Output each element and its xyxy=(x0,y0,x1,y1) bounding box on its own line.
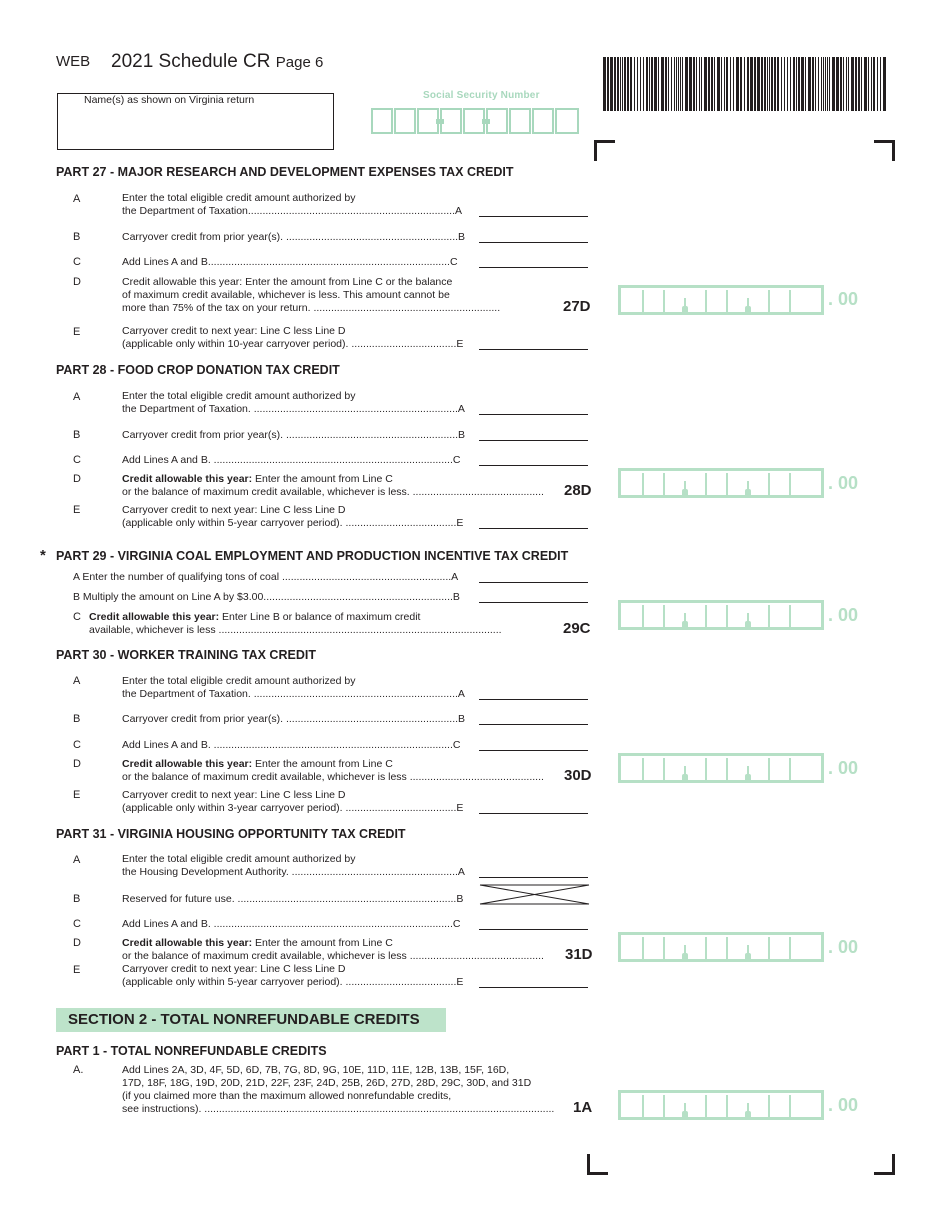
line-30d-label: 30D xyxy=(564,767,592,784)
part30-c-field[interactable] xyxy=(479,750,588,751)
line-28d-label: 28D xyxy=(564,482,592,499)
part31-d-letter: D xyxy=(73,937,81,949)
part27-c-text: Add Lines A and B...................................................................................C xyxy=(122,256,458,268)
line-31d-label: 31D xyxy=(565,946,593,963)
part30-d-text: Credit allowable this year: Enter the amount from Line C or the balance of maximum credit available, whichever is less .............................................. xyxy=(122,758,544,783)
part29-b-text: B Multiply the amount on Line A by $3.00.................................................................B xyxy=(73,591,460,603)
line-28d-cents: . 00 xyxy=(828,473,859,493)
part30-a-field[interactable] xyxy=(479,699,588,700)
corner-mark-top-left xyxy=(594,140,615,161)
part31-b-text: Reserved for future use. ...........................................................................B xyxy=(122,893,464,905)
part27-d-letter: D xyxy=(73,276,81,288)
name-label: Name(s) as shown on Virginia return xyxy=(84,94,255,106)
part30-e-field[interactable] xyxy=(479,813,588,814)
part28-d-letter: D xyxy=(73,473,81,485)
part30-e-letter: E xyxy=(73,789,81,801)
part28-b-field[interactable] xyxy=(479,440,588,441)
part30-b-field[interactable] xyxy=(479,724,588,725)
part31-e-field[interactable] xyxy=(479,987,588,988)
part29-title: PART 29 - VIRGINIA COAL EMPLOYMENT AND PRODUCTION INCENTIVE TAX CREDIT xyxy=(56,549,569,563)
part31-a-field[interactable] xyxy=(479,877,588,878)
part28-e-text: Carryover credit to next year: Line C less Line D (applicable only within 5-year carryover period). ......................................E xyxy=(122,504,464,529)
part30-a-text: Enter the total eligible credit amount authorized by the Department of Taxation. ......................................................................A xyxy=(122,675,465,700)
corner-mark-bottom-right xyxy=(874,1154,895,1175)
part30-c-letter: C xyxy=(73,739,81,751)
part27-e-letter: E xyxy=(73,326,81,338)
part29-c-letter: C xyxy=(73,611,81,623)
corner-mark-top-right xyxy=(874,140,895,161)
line-29c-cents: . 00 xyxy=(828,605,859,625)
part30-b-text: Carryover credit from prior year(s). ...........................................................B xyxy=(122,713,466,725)
part31-c-letter: C xyxy=(73,918,81,930)
part30-title: PART 30 - WORKER TRAINING TAX CREDIT xyxy=(56,648,316,662)
part31-b-letter: B xyxy=(73,893,81,905)
part28-e-field[interactable] xyxy=(479,528,588,529)
part30-c-text: Add Lines A and B. ..................................................................................C xyxy=(122,739,461,751)
part27-d-text: Credit allowable this year: Enter the amount from Line C or the balance of maximum credit available, whichever is less. This amount cannot be more than 75% of the tax on your return. ................................................................ xyxy=(122,276,501,314)
part28-a-letter: A xyxy=(73,391,81,403)
section2-a-text: Add Lines 2A, 3D, 4F, 5D, 6D, 7B, 7G, 8D, 9G, 10E, 11D, 11E, 12B, 13B, 15F, 16D, 17D, 18F, 18G, 19D, 20D, 21D, 22F, 23F, 24D, 25B, 26D, 27D, 28D, 29C, 30D, and 31D (if you claimed more than the maximum allowed nonrefundable credits, see instructions). ........................................................................................................................ xyxy=(122,1064,555,1115)
part27-c-field[interactable] xyxy=(479,267,588,268)
part28-title: PART 28 - FOOD CROP DONATION TAX CREDIT xyxy=(56,363,340,377)
line-1a-entry[interactable] xyxy=(618,1090,824,1120)
part31-e-letter: E xyxy=(73,964,81,976)
part31-c-field[interactable] xyxy=(479,929,588,930)
part31-c-text: Add Lines A and B. ..................................................................................C xyxy=(122,918,461,930)
line-27d-cents: . 00 xyxy=(828,289,859,309)
part27-e-text: Carryover credit to next year: Line C less Line D (applicable only within 10-year carryover period). ....................................E xyxy=(122,325,464,350)
part29-a-text: A Enter the number of qualifying tons of coal ..........................................................A xyxy=(73,571,459,583)
part31-title: PART 31 - VIRGINIA HOUSING OPPORTUNITY TAX CREDIT xyxy=(56,827,406,841)
part30-a-letter: A xyxy=(73,675,81,687)
part27-e-field[interactable] xyxy=(479,349,588,350)
part30-e-text: Carryover credit to next year: Line C less Line D (applicable only within 3-year carryover period). ......................................E xyxy=(122,789,464,814)
part29-star: * xyxy=(40,547,46,564)
part28-c-letter: C xyxy=(73,454,81,466)
part27-b-field[interactable] xyxy=(479,242,588,243)
part27-title: PART 27 - MAJOR RESEARCH AND DEVELOPMENT EXPENSES TAX CREDIT xyxy=(56,165,514,179)
part28-c-text: Add Lines A and B. ..................................................................................C xyxy=(122,454,461,466)
part27-a-letter: A xyxy=(73,193,81,205)
line-30d-cents: . 00 xyxy=(828,758,859,778)
part31-a-text: Enter the total eligible credit amount authorized by the Housing Development Authority. .........................................................A xyxy=(122,853,465,878)
line-27d-label: 27D xyxy=(563,298,591,315)
part27-a-field[interactable] xyxy=(479,216,588,217)
ssn-input[interactable] xyxy=(371,108,579,136)
line-28d-entry[interactable] xyxy=(618,468,824,498)
part27-c-letter: C xyxy=(73,256,81,268)
line-29c-label: 29C xyxy=(563,620,591,637)
part28-e-letter: E xyxy=(73,504,81,516)
line-31d-entry[interactable] xyxy=(618,932,824,962)
part31-b-reserved-cross xyxy=(479,883,591,907)
part28-d-text: Credit allowable this year: Enter the amount from Line C or the balance of maximum credit available, whichever is less. ............................................. xyxy=(122,473,544,498)
line-30d-entry[interactable] xyxy=(618,753,824,783)
part27-a-text: Enter the total eligible credit amount authorized by the Department of Taxation.......................................................................A xyxy=(122,192,463,217)
part31-e-text: Carryover credit to next year: Line C less Line D (applicable only within 5-year carryover period). ......................................E xyxy=(122,963,464,988)
part31-d-text: Credit allowable this year: Enter the amount from Line C or the balance of maximum credit available, whichever is less .............................................. xyxy=(122,937,544,962)
part30-d-letter: D xyxy=(73,758,81,770)
line-27d-entry[interactable] xyxy=(618,285,824,315)
part28-a-text: Enter the total eligible credit amount authorized by the Department of Taxation. ......................................................................A xyxy=(122,390,465,415)
page-number: Page 6 xyxy=(275,54,324,71)
part28-a-field[interactable] xyxy=(479,414,588,415)
line-29c-entry[interactable] xyxy=(618,600,824,630)
section2-a-letter: A. xyxy=(73,1064,84,1076)
part27-b-text: Carryover credit from prior year(s). ...........................................................B xyxy=(122,231,466,243)
ssn-label: Social Security Number xyxy=(423,90,540,101)
line-1a-cents: . 00 xyxy=(828,1095,859,1115)
part30-b-letter: B xyxy=(73,713,81,725)
part29-a-field[interactable] xyxy=(479,582,588,583)
part28-c-field[interactable] xyxy=(479,465,588,466)
section2-part1-title: PART 1 - TOTAL NONREFUNDABLE CREDITS xyxy=(56,1044,327,1058)
part29-c-text: Credit allowable this year: Enter Line B or balance of maximum credit available, whichever is less ................................................................................................. xyxy=(89,611,502,636)
form-title xyxy=(111,51,323,73)
part29-b-field[interactable] xyxy=(479,602,588,603)
corner-mark-bottom-left xyxy=(587,1154,608,1175)
part27-b-letter: B xyxy=(73,231,81,243)
name-input-box[interactable] xyxy=(57,93,334,150)
line-31d-cents: . 00 xyxy=(828,937,859,957)
form-title-text: 2021 Schedule CR xyxy=(111,51,271,72)
part28-b-text: Carryover credit from prior year(s). ...........................................................B xyxy=(122,429,466,441)
section2-banner: SECTION 2 - TOTAL NONREFUNDABLE CREDITS xyxy=(56,1008,446,1032)
part31-a-letter: A xyxy=(73,854,81,866)
line-1a-label: 1A xyxy=(573,1099,593,1116)
part28-b-letter: B xyxy=(73,429,81,441)
web-label: WEB xyxy=(56,53,91,70)
barcode xyxy=(603,57,887,111)
